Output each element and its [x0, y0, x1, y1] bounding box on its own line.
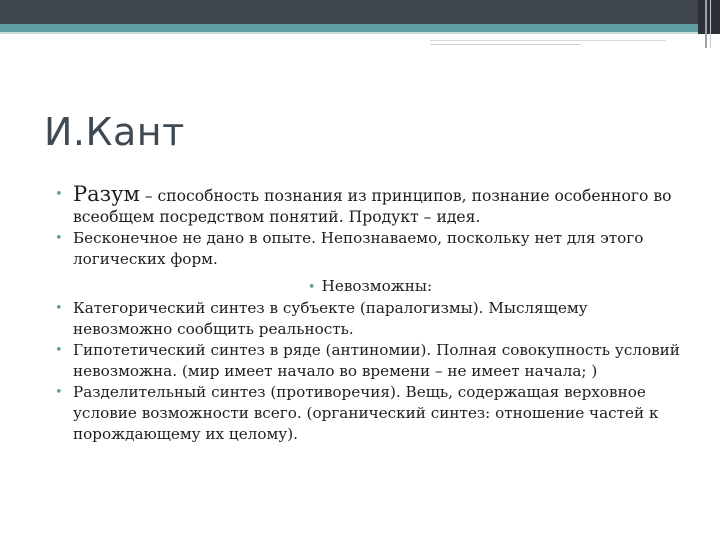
bullet-item: [55, 276, 685, 298]
decorative-line: [430, 44, 580, 45]
bullet-icon: •: [55, 343, 63, 358]
bullet-item: [55, 184, 685, 228]
bullet-text: Категорический синтез в субъекте (паралогизмы). Мыслящему невозможно сообщить реальность.: [73, 299, 588, 338]
bullet-text: Разделительный синтез (противоречия). Вещь, содержащая верховное условие возможности всего. (органический синтез: отношение частей к порождающему их целому).: [73, 383, 659, 443]
bullet-icon: •: [55, 301, 63, 316]
corner-stripe: [705, 0, 707, 48]
bullet-item: [55, 298, 685, 340]
bullet-text: Невозможны:: [321, 277, 433, 295]
bullet-icon: •: [55, 385, 63, 400]
corner-stripe: [710, 0, 711, 48]
decorative-line: [430, 40, 666, 41]
bullet-text: Гипотетический синтез в ряде (антиномии). Полная совокупность условий невозможна. (мир имеет начало во времени – не имеет начала; ): [73, 341, 680, 380]
bullet-icon: •: [55, 231, 63, 246]
corner-decoration: [698, 0, 720, 34]
bullet-item: [55, 340, 685, 382]
header-highlight-line: [0, 32, 720, 34]
bullet-list: [55, 184, 685, 445]
bullet-text: Бесконечное не дано в опыте. Непознаваемо, поскольку нет для этого логических форм.: [73, 229, 644, 268]
bullet-lead-term: Разум: [73, 182, 140, 206]
slide-title: И.Кант: [44, 110, 185, 154]
bullet-icon: •: [307, 280, 316, 295]
bullet-icon: •: [55, 187, 63, 202]
bullet-text: – способность познания из принципов, познание особенного во всеобщем посредством понятий. Продукт – идея.: [73, 187, 672, 226]
bullet-item: [55, 382, 685, 445]
bullet-item: [55, 228, 685, 270]
header-accent-band: [0, 24, 720, 32]
header-band: [0, 0, 720, 24]
